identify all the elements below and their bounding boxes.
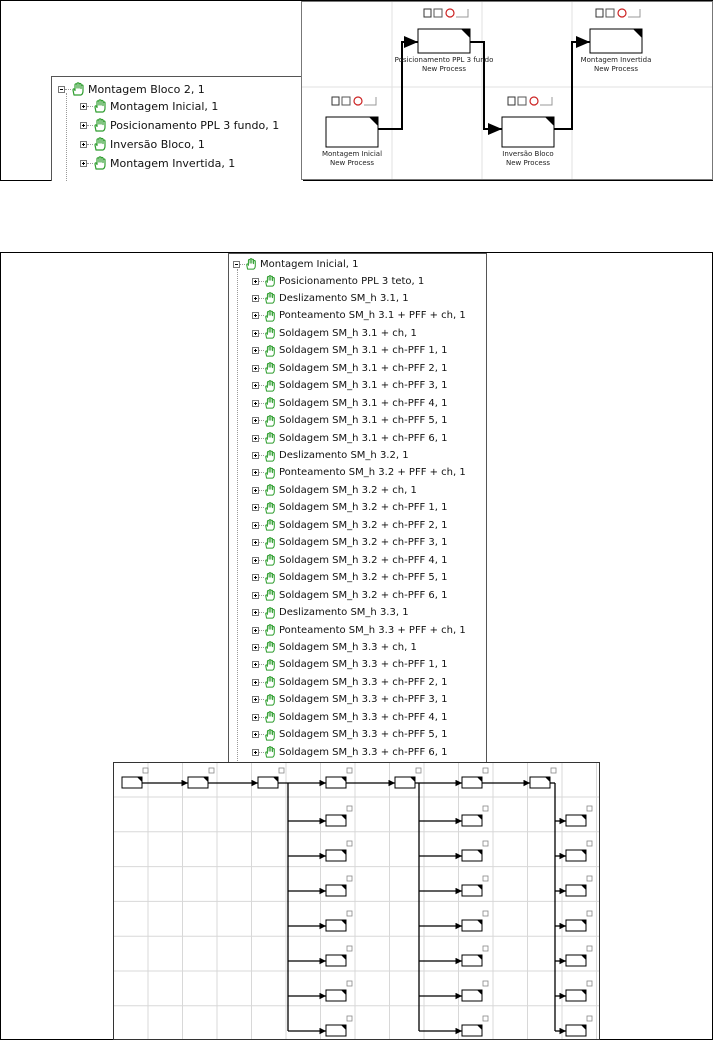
tree-child-node[interactable] bbox=[252, 396, 448, 410]
top-figure-frame bbox=[0, 0, 713, 181]
tree-node-label: Montagem Inicial, 1 bbox=[110, 99, 219, 113]
hand-icon bbox=[264, 519, 276, 531]
hand-icon bbox=[264, 676, 276, 688]
expand-icon[interactable] bbox=[252, 452, 259, 459]
process-box[interactable] bbox=[462, 806, 488, 826]
tree-child-node[interactable] bbox=[252, 431, 448, 445]
hand-icon bbox=[264, 729, 276, 741]
process-box[interactable] bbox=[188, 768, 214, 788]
tree-node-label: Soldagem SM_h 3.3 + ch-PFF 4, 1 bbox=[279, 711, 448, 723]
hand-icon bbox=[264, 589, 276, 601]
collapse-icon[interactable] bbox=[58, 86, 65, 93]
hand-icon bbox=[264, 659, 276, 671]
process-name: Posicionamento PPL 3 fundo bbox=[394, 56, 494, 64]
tree-node-label: Soldagem SM_h 3.1 + ch, 1 bbox=[279, 327, 417, 339]
expand-icon[interactable] bbox=[252, 661, 259, 668]
collapse-icon[interactable] bbox=[233, 261, 240, 268]
checkbox-icon[interactable] bbox=[347, 911, 352, 916]
checkbox-icon[interactable] bbox=[416, 768, 421, 773]
tree-node-label: Ponteamento SM_h 3.1 + PFF + ch, 1 bbox=[279, 310, 466, 322]
top-flow-panel bbox=[301, 1, 713, 180]
hand-icon bbox=[264, 554, 276, 566]
checkbox-icon[interactable] bbox=[347, 841, 352, 846]
hand-icon bbox=[93, 137, 107, 151]
tree-child-node[interactable] bbox=[252, 606, 409, 620]
process-box[interactable] bbox=[462, 911, 488, 931]
tree-child-node[interactable] bbox=[80, 117, 279, 133]
expand-icon[interactable] bbox=[252, 330, 259, 337]
expand-icon[interactable] bbox=[252, 504, 259, 511]
hand-icon bbox=[264, 362, 276, 374]
process-name: Montagem Invertida bbox=[580, 56, 652, 64]
tree-node-label: Deslizamento SM_h 3.3, 1 bbox=[279, 607, 409, 619]
tree-child-node[interactable] bbox=[252, 640, 417, 654]
expand-icon[interactable] bbox=[80, 103, 87, 110]
process-box[interactable] bbox=[566, 981, 592, 1001]
checkbox-icon[interactable] bbox=[587, 1016, 592, 1021]
tree-child-node[interactable] bbox=[80, 155, 235, 171]
tree-child-node[interactable] bbox=[252, 536, 448, 550]
hand-icon bbox=[264, 345, 276, 357]
tree-child-node[interactable] bbox=[252, 361, 448, 375]
hand-icon bbox=[93, 156, 107, 170]
tree-guide-line bbox=[237, 269, 238, 764]
expand-icon[interactable] bbox=[252, 714, 259, 721]
alert-icon bbox=[354, 97, 362, 105]
tree-node-label: Soldagem SM_h 3.3 + ch, 1 bbox=[279, 641, 417, 653]
tree-guide-line bbox=[66, 93, 67, 181]
tree-child-node[interactable] bbox=[252, 466, 466, 480]
process-subtitle: New Process bbox=[421, 65, 467, 73]
process-box[interactable] bbox=[395, 768, 421, 788]
expand-icon[interactable] bbox=[80, 122, 87, 129]
tree-child-node[interactable] bbox=[252, 449, 409, 463]
tree-node-label: Inversão Bloco, 1 bbox=[110, 137, 205, 151]
alert-icon bbox=[618, 9, 626, 17]
process-box[interactable] bbox=[326, 841, 352, 861]
process-box[interactable] bbox=[326, 1016, 352, 1036]
hand-icon bbox=[264, 327, 276, 339]
checkbox-icon[interactable] bbox=[347, 946, 352, 951]
tree-child-node[interactable] bbox=[252, 553, 448, 567]
level-icon bbox=[628, 9, 640, 17]
resource-icon bbox=[606, 9, 614, 17]
hand-icon bbox=[264, 432, 276, 444]
hand-icon bbox=[264, 467, 276, 479]
level-icon bbox=[364, 97, 376, 105]
tree-child-node[interactable] bbox=[252, 675, 448, 689]
expand-icon[interactable] bbox=[252, 731, 259, 738]
checkbox-icon[interactable] bbox=[483, 876, 488, 881]
tree-child-node[interactable] bbox=[252, 379, 448, 393]
hand-icon bbox=[264, 484, 276, 496]
process-box[interactable] bbox=[326, 876, 352, 896]
tree-child-node[interactable] bbox=[252, 728, 448, 742]
hand-icon bbox=[264, 694, 276, 706]
tree-node-label: Soldagem SM_h 3.2 + ch-PFF 3, 1 bbox=[279, 537, 448, 549]
level-icon bbox=[540, 97, 552, 105]
tree-node-label: Soldagem SM_h 3.3 + ch-PFF 1, 1 bbox=[279, 659, 448, 671]
bottom-tree-panel bbox=[228, 253, 487, 764]
expand-icon[interactable] bbox=[252, 592, 259, 599]
hand-icon bbox=[71, 82, 85, 96]
expand-icon[interactable] bbox=[252, 278, 259, 285]
tree-node-label: Posicionamento PPL 3 fundo, 1 bbox=[110, 118, 280, 132]
hand-icon bbox=[264, 641, 276, 653]
hand-icon bbox=[264, 397, 276, 409]
checkbox-icon[interactable] bbox=[508, 97, 515, 105]
hand-icon bbox=[93, 99, 107, 113]
alert-icon bbox=[530, 97, 538, 105]
expand-icon[interactable] bbox=[252, 609, 259, 616]
resource-icon bbox=[518, 97, 526, 105]
checkbox-icon[interactable] bbox=[596, 9, 603, 17]
bottom-flow-panel bbox=[113, 762, 600, 1040]
hand-icon bbox=[264, 415, 276, 427]
expand-icon[interactable] bbox=[252, 522, 259, 529]
tree-child-node[interactable] bbox=[252, 745, 448, 759]
tree-node-label: Soldagem SM_h 3.3 + ch-PFF 5, 1 bbox=[279, 729, 448, 741]
checkbox-icon[interactable] bbox=[279, 768, 284, 773]
process-box[interactable] bbox=[566, 911, 592, 931]
expand-icon[interactable] bbox=[252, 749, 259, 756]
checkbox-icon[interactable] bbox=[587, 946, 592, 951]
resource-icon bbox=[342, 97, 350, 105]
process-box[interactable] bbox=[566, 841, 592, 861]
process-subtitle: New Process bbox=[593, 65, 639, 73]
process-name: Montagem Inicial bbox=[321, 150, 383, 158]
checkbox-icon[interactable] bbox=[587, 806, 592, 811]
expand-icon[interactable] bbox=[252, 365, 259, 372]
checkbox-icon[interactable] bbox=[483, 911, 488, 916]
bottom-tree bbox=[229, 254, 487, 764]
checkbox-icon[interactable] bbox=[587, 981, 592, 986]
process-box[interactable] bbox=[581, 9, 652, 73]
tree-child-node[interactable] bbox=[80, 98, 218, 114]
checkbox-icon[interactable] bbox=[332, 97, 339, 105]
hand-icon bbox=[264, 450, 276, 462]
checkbox-icon[interactable] bbox=[347, 768, 352, 773]
expand-icon[interactable] bbox=[252, 644, 259, 651]
hand-icon bbox=[264, 502, 276, 514]
tree-child-node[interactable] bbox=[252, 414, 448, 428]
tree-child-node[interactable] bbox=[252, 274, 424, 288]
tree-node-label: Deslizamento SM_h 3.2, 1 bbox=[279, 450, 409, 461]
tree-child-node[interactable] bbox=[252, 658, 448, 672]
tree-node-label: Soldagem SM_h 3.2 + ch-PFF 1, 1 bbox=[279, 502, 448, 514]
hand-icon bbox=[264, 607, 276, 619]
process-box[interactable] bbox=[566, 946, 592, 966]
checkbox-icon[interactable] bbox=[551, 768, 556, 773]
expand-icon[interactable] bbox=[252, 400, 259, 407]
level-icon bbox=[456, 9, 468, 17]
hand-icon bbox=[264, 275, 276, 287]
hand-icon bbox=[264, 537, 276, 549]
top-tree bbox=[52, 77, 303, 181]
hand-icon bbox=[264, 310, 276, 322]
process-box[interactable] bbox=[530, 768, 556, 788]
tree-node-label: Montagem Invertida, 1 bbox=[110, 156, 236, 170]
expand-icon[interactable] bbox=[252, 469, 259, 476]
checkbox-icon[interactable] bbox=[483, 806, 488, 811]
expand-icon[interactable] bbox=[252, 487, 259, 494]
tree-node-label: Soldagem SM_h 3.1 + ch-PFF 1, 1 bbox=[279, 345, 448, 357]
expand-icon[interactable] bbox=[252, 696, 259, 703]
alert-icon bbox=[446, 9, 454, 17]
tree-node-label: Deslizamento SM_h 3.1, 1 bbox=[279, 292, 409, 304]
tree-child-node[interactable] bbox=[252, 483, 417, 497]
expand-icon[interactable] bbox=[252, 557, 259, 564]
tree-node-label: Soldagem SM_h 3.3 + ch-PFF 2, 1 bbox=[279, 676, 448, 688]
expand-icon[interactable] bbox=[252, 679, 259, 686]
process-box[interactable] bbox=[462, 841, 488, 861]
checkbox-icon[interactable] bbox=[483, 946, 488, 951]
tree-node-label: Montagem Inicial, 1 bbox=[260, 258, 359, 270]
hand-icon bbox=[264, 711, 276, 723]
resource-icon bbox=[434, 9, 442, 17]
checkbox-icon[interactable] bbox=[587, 876, 592, 881]
hand-icon bbox=[93, 118, 107, 132]
checkbox-icon[interactable] bbox=[424, 9, 431, 17]
tree-node-label: Soldagem SM_h 3.2 + ch-PFF 2, 1 bbox=[279, 519, 448, 531]
tree-node-label: Soldagem SM_h 3.1 + ch-PFF 3, 1 bbox=[279, 380, 448, 392]
top-flow-diagram bbox=[302, 2, 713, 180]
expand-icon[interactable] bbox=[252, 417, 259, 424]
hand-icon bbox=[264, 746, 276, 758]
process-box[interactable] bbox=[502, 97, 554, 167]
tree-node-label: Soldagem SM_h 3.2 + ch-PFF 5, 1 bbox=[279, 572, 448, 584]
checkbox-icon[interactable] bbox=[347, 981, 352, 986]
checkbox-icon[interactable] bbox=[483, 981, 488, 986]
expand-icon[interactable] bbox=[252, 347, 259, 354]
hand-icon bbox=[245, 258, 257, 270]
tree-node-label: Soldagem SM_h 3.3 + ch-PFF 3, 1 bbox=[279, 694, 448, 706]
expand-icon[interactable] bbox=[252, 539, 259, 546]
expand-icon[interactable] bbox=[252, 312, 259, 319]
process-box[interactable] bbox=[462, 768, 488, 788]
tree-node-label: Soldagem SM_h 3.1 + ch-PFF 6, 1 bbox=[279, 432, 448, 444]
expand-icon[interactable] bbox=[80, 160, 87, 167]
expand-icon[interactable] bbox=[252, 627, 259, 634]
bottom-figure-frame bbox=[0, 252, 713, 1040]
expand-icon[interactable] bbox=[252, 382, 259, 389]
process-box[interactable] bbox=[566, 806, 592, 826]
checkbox-icon[interactable] bbox=[483, 1016, 488, 1021]
process-subtitle: New Process bbox=[505, 159, 551, 167]
tree-child-node[interactable] bbox=[252, 693, 448, 707]
process-box[interactable] bbox=[122, 768, 148, 788]
process-subtitle: New Process bbox=[329, 159, 375, 167]
tree-node-label: Posicionamento PPL 3 teto, 1 bbox=[279, 275, 425, 287]
tree-node-label: Soldagem SM_h 3.1 + ch-PFF 4, 1 bbox=[279, 397, 448, 409]
hand-icon bbox=[264, 572, 276, 584]
tree-node-label: Ponteamento SM_h 3.3 + PFF + ch, 1 bbox=[279, 624, 466, 636]
tree-child-node[interactable] bbox=[252, 326, 417, 340]
process-box[interactable] bbox=[326, 981, 352, 1001]
process-name: Inversão Bloco bbox=[502, 150, 554, 158]
checkbox-icon[interactable] bbox=[347, 1016, 352, 1021]
checkbox-icon[interactable] bbox=[483, 841, 488, 846]
process-box[interactable] bbox=[462, 981, 488, 1001]
process-box[interactable] bbox=[566, 876, 592, 896]
tree-node-label: Soldagem SM_h 3.1 + ch-PFF 5, 1 bbox=[279, 415, 448, 427]
tree-node-label: Montagem Bloco 2, 1 bbox=[88, 82, 205, 96]
checkbox-icon[interactable] bbox=[143, 768, 148, 773]
process-box[interactable] bbox=[326, 911, 352, 931]
bottom-flow-diagram bbox=[114, 763, 599, 1039]
top-tree-panel bbox=[51, 76, 303, 181]
tree-child-node[interactable] bbox=[80, 136, 205, 152]
process-box[interactable] bbox=[322, 97, 382, 167]
hand-icon bbox=[264, 292, 276, 304]
tree-node-label: Soldagem SM_h 3.1 + ch-PFF 2, 1 bbox=[279, 362, 448, 374]
tree-node-label: Soldagem SM_h 3.3 + ch-PFF 6, 1 bbox=[279, 746, 448, 758]
process-box[interactable] bbox=[462, 1016, 488, 1036]
expand-icon[interactable] bbox=[80, 141, 87, 148]
process-box[interactable] bbox=[326, 768, 352, 788]
process-box[interactable] bbox=[326, 946, 352, 966]
tree-child-node[interactable] bbox=[252, 588, 448, 602]
tree-root-node[interactable] bbox=[233, 257, 359, 271]
tree-node-label: Soldagem SM_h 3.2 + ch-PFF 4, 1 bbox=[279, 554, 448, 566]
tree-child-node[interactable] bbox=[252, 571, 448, 585]
checkbox-icon[interactable] bbox=[347, 876, 352, 881]
tree-child-node[interactable] bbox=[252, 623, 466, 637]
tree-child-node[interactable] bbox=[252, 309, 466, 323]
expand-icon[interactable] bbox=[252, 574, 259, 581]
hand-icon bbox=[264, 624, 276, 636]
checkbox-icon[interactable] bbox=[209, 768, 214, 773]
process-box[interactable] bbox=[462, 946, 488, 966]
checkbox-icon[interactable] bbox=[347, 806, 352, 811]
expand-icon[interactable] bbox=[252, 435, 259, 442]
process-box[interactable] bbox=[258, 768, 284, 788]
tree-child-node[interactable] bbox=[252, 291, 409, 305]
checkbox-icon[interactable] bbox=[587, 911, 592, 916]
tree-node-label: Soldagem SM_h 3.2 + ch, 1 bbox=[279, 484, 417, 496]
tree-node-label: Soldagem SM_h 3.2 + ch-PFF 6, 1 bbox=[279, 589, 448, 601]
tree-child-node[interactable] bbox=[252, 518, 448, 532]
tree-node-label: Ponteamento SM_h 3.2 + PFF + ch, 1 bbox=[279, 467, 466, 479]
process-box[interactable] bbox=[566, 1016, 592, 1036]
tree-child-node[interactable] bbox=[252, 344, 448, 358]
checkbox-icon[interactable] bbox=[483, 768, 488, 773]
process-box[interactable] bbox=[462, 876, 488, 896]
expand-icon[interactable] bbox=[252, 295, 259, 302]
process-box[interactable] bbox=[326, 806, 352, 826]
tree-root-node[interactable] bbox=[58, 81, 205, 97]
hand-icon bbox=[264, 380, 276, 392]
tree-child-node[interactable] bbox=[252, 501, 448, 515]
checkbox-icon[interactable] bbox=[587, 841, 592, 846]
tree-child-node[interactable] bbox=[252, 710, 448, 724]
